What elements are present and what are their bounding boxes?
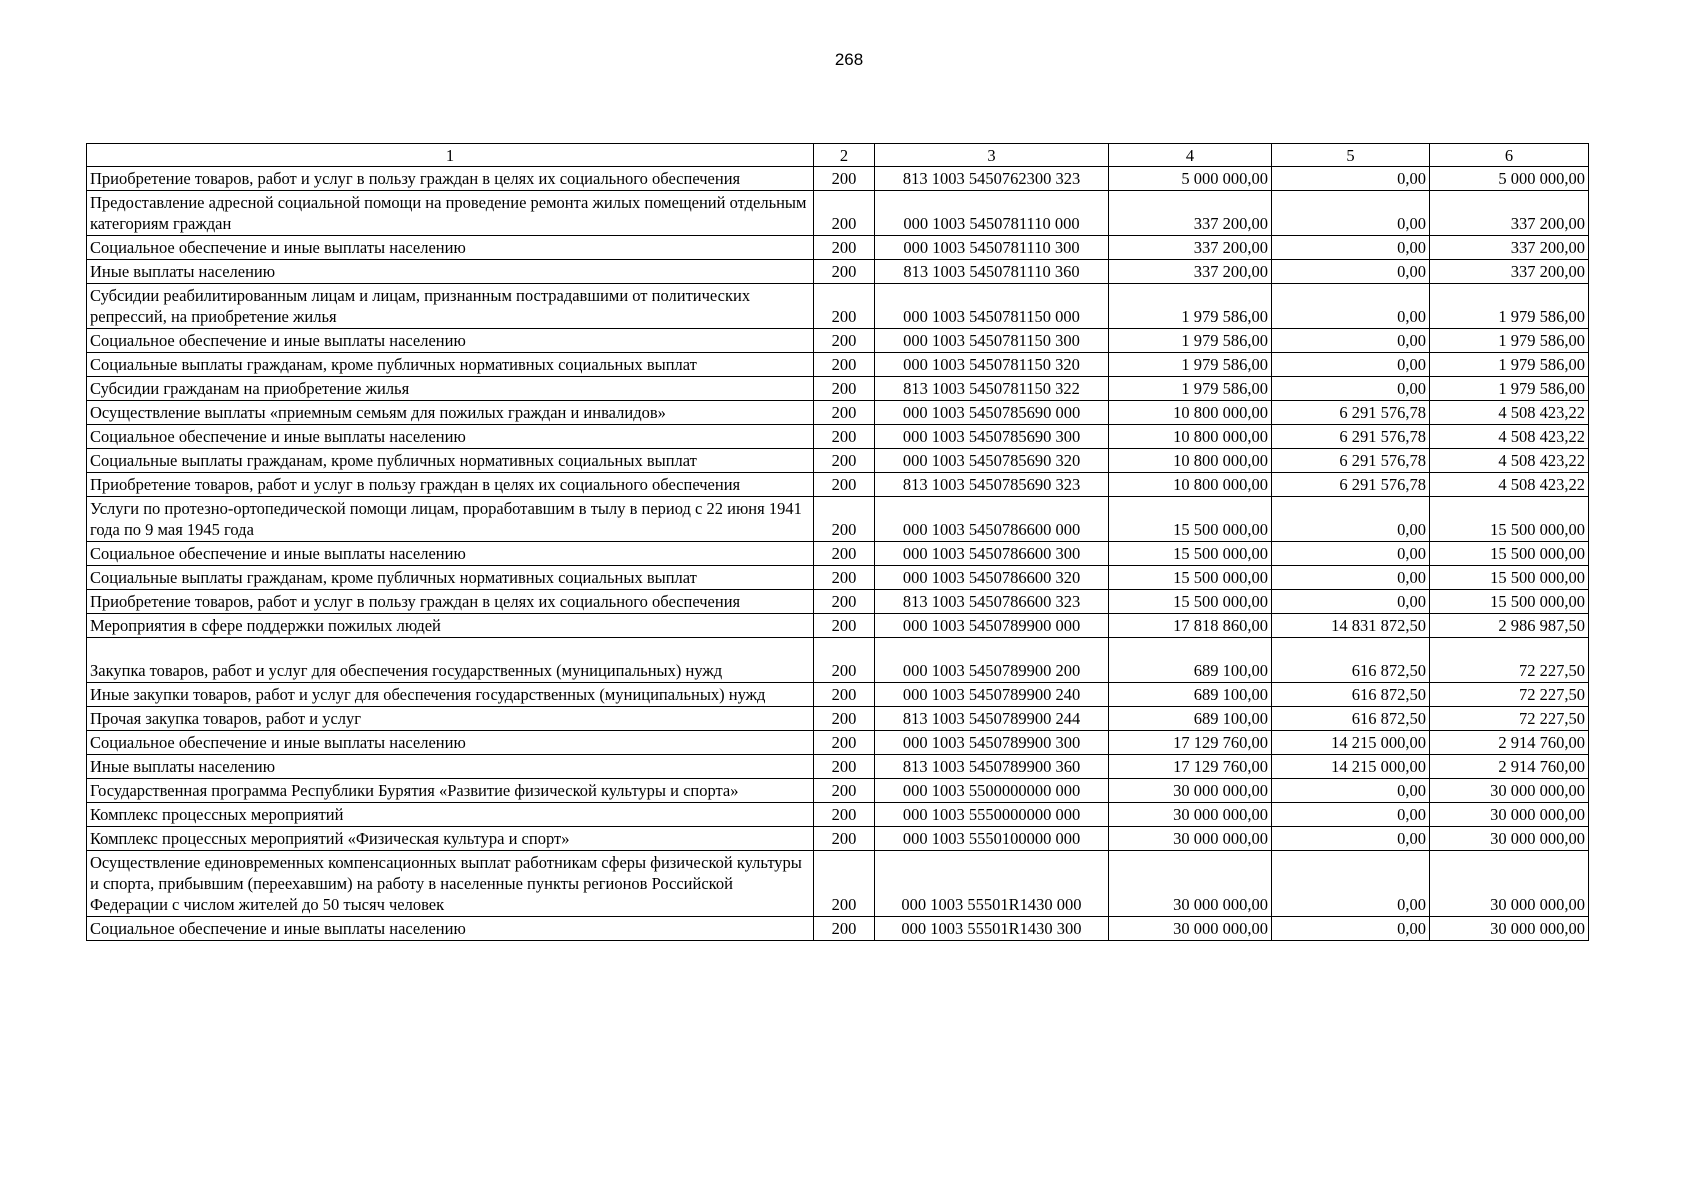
table-row — [87, 473, 1589, 497]
row-approved-amount: 17 129 760,00 — [1109, 731, 1272, 755]
table-row — [87, 851, 1589, 917]
row-remaining-amount: 15 500 000,00 — [1430, 542, 1589, 566]
row-approved-amount: 337 200,00 — [1109, 191, 1272, 236]
row-line-code: 200 — [814, 566, 875, 590]
row-approved-amount: 1 979 586,00 — [1109, 329, 1272, 353]
row-budget-code: 813 1003 5450789900 360 — [875, 755, 1109, 779]
row-line-code: 200 — [814, 497, 875, 542]
row-budget-code: 000 1003 5550000000 000 — [875, 803, 1109, 827]
row-remaining-amount: 2 986 987,50 — [1430, 614, 1589, 638]
row-line-code: 200 — [814, 590, 875, 614]
row-line-code: 200 — [814, 638, 875, 683]
row-executed-amount: 0,00 — [1272, 827, 1430, 851]
row-approved-amount: 15 500 000,00 — [1109, 566, 1272, 590]
row-remaining-amount: 30 000 000,00 — [1430, 803, 1589, 827]
row-remaining-amount: 1 979 586,00 — [1430, 284, 1589, 329]
row-remaining-amount: 2 914 760,00 — [1430, 755, 1589, 779]
row-name: Предоставление адресной социальной помощи на проведение ремонта жилых помещений отдельным категориям граждан — [87, 191, 814, 236]
row-line-code: 200 — [814, 917, 875, 941]
table-row — [87, 353, 1589, 377]
row-name: Социальное обеспечение и иные выплаты населению — [87, 542, 814, 566]
row-approved-amount: 10 800 000,00 — [1109, 473, 1272, 497]
row-remaining-amount: 4 508 423,22 — [1430, 425, 1589, 449]
row-remaining-amount: 1 979 586,00 — [1430, 377, 1589, 401]
row-budget-code: 000 1003 5450781110 000 — [875, 191, 1109, 236]
column-header: 2 — [814, 144, 875, 167]
row-executed-amount: 0,00 — [1272, 566, 1430, 590]
table-row — [87, 566, 1589, 590]
row-line-code: 200 — [814, 803, 875, 827]
row-name: Социальное обеспечение и иные выплаты населению — [87, 425, 814, 449]
row-remaining-amount: 2 914 760,00 — [1430, 731, 1589, 755]
row-line-code: 200 — [814, 353, 875, 377]
row-approved-amount: 30 000 000,00 — [1109, 803, 1272, 827]
row-approved-amount: 1 979 586,00 — [1109, 353, 1272, 377]
row-budget-code: 000 1003 5450786600 000 — [875, 497, 1109, 542]
row-name: Прочая закупка товаров, работ и услуг — [87, 707, 814, 731]
row-budget-code: 000 1003 5550100000 000 — [875, 827, 1109, 851]
row-budget-code: 813 1003 5450786600 323 — [875, 590, 1109, 614]
table-row — [87, 167, 1589, 191]
row-name: Иные выплаты населению — [87, 260, 814, 284]
row-budget-code: 000 1003 5450786600 300 — [875, 542, 1109, 566]
row-name: Услуги по протезно-ортопедической помощи лицам, проработавшим в тылу в период с 22 июня 1941 года по 9 мая 1945 года — [87, 497, 814, 542]
row-line-code: 200 — [814, 827, 875, 851]
row-remaining-amount: 72 227,50 — [1430, 707, 1589, 731]
row-executed-amount: 14 831 872,50 — [1272, 614, 1430, 638]
row-executed-amount: 0,00 — [1272, 167, 1430, 191]
row-name: Комплекс процессных мероприятий «Физическая культура и спорт» — [87, 827, 814, 851]
row-approved-amount: 30 000 000,00 — [1109, 917, 1272, 941]
row-approved-amount: 15 500 000,00 — [1109, 542, 1272, 566]
row-name: Социальные выплаты гражданам, кроме публичных нормативных социальных выплат — [87, 449, 814, 473]
row-approved-amount: 15 500 000,00 — [1109, 590, 1272, 614]
row-line-code: 200 — [814, 167, 875, 191]
table-row — [87, 377, 1589, 401]
row-executed-amount: 14 215 000,00 — [1272, 731, 1430, 755]
row-name: Иные закупки товаров, работ и услуг для обеспечения государственных (муниципальных) нужд — [87, 683, 814, 707]
row-line-code: 200 — [814, 284, 875, 329]
row-name: Комплекс процессных мероприятий — [87, 803, 814, 827]
row-approved-amount: 337 200,00 — [1109, 236, 1272, 260]
row-line-code: 200 — [814, 614, 875, 638]
row-remaining-amount: 72 227,50 — [1430, 683, 1589, 707]
table-row — [87, 542, 1589, 566]
page-number: 268 — [834, 50, 864, 69]
table-row — [87, 260, 1589, 284]
row-executed-amount: 0,00 — [1272, 851, 1430, 917]
row-remaining-amount: 72 227,50 — [1430, 638, 1589, 683]
row-executed-amount: 0,00 — [1272, 542, 1430, 566]
row-executed-amount: 0,00 — [1272, 779, 1430, 803]
table-body — [87, 167, 1589, 941]
row-approved-amount: 10 800 000,00 — [1109, 449, 1272, 473]
table-row — [87, 590, 1589, 614]
table-row — [87, 638, 1589, 683]
table-row — [87, 731, 1589, 755]
row-budget-code: 000 1003 5450789900 240 — [875, 683, 1109, 707]
row-approved-amount: 689 100,00 — [1109, 707, 1272, 731]
row-line-code: 200 — [814, 449, 875, 473]
row-line-code: 200 — [814, 683, 875, 707]
row-remaining-amount: 30 000 000,00 — [1430, 827, 1589, 851]
row-budget-code: 000 1003 5500000000 000 — [875, 779, 1109, 803]
row-name: Закупка товаров, работ и услуг для обеспечения государственных (муниципальных) нужд — [87, 638, 814, 683]
row-approved-amount: 337 200,00 — [1109, 260, 1272, 284]
row-name: Социальное обеспечение и иные выплаты населению — [87, 329, 814, 353]
column-header: 3 — [875, 144, 1109, 167]
row-name: Социальные выплаты гражданам, кроме публичных нормативных социальных выплат — [87, 566, 814, 590]
row-name: Социальное обеспечение и иные выплаты населению — [87, 731, 814, 755]
row-executed-amount: 616 872,50 — [1272, 683, 1430, 707]
row-budget-code: 000 1003 55501R1430 300 — [875, 917, 1109, 941]
row-executed-amount: 0,00 — [1272, 917, 1430, 941]
row-remaining-amount: 5 000 000,00 — [1430, 167, 1589, 191]
row-approved-amount: 15 500 000,00 — [1109, 497, 1272, 542]
row-remaining-amount: 1 979 586,00 — [1430, 329, 1589, 353]
row-budget-code: 813 1003 5450789900 244 — [875, 707, 1109, 731]
row-budget-code: 000 1003 5450781150 320 — [875, 353, 1109, 377]
row-line-code: 200 — [814, 425, 875, 449]
row-remaining-amount: 30 000 000,00 — [1430, 779, 1589, 803]
row-line-code: 200 — [814, 731, 875, 755]
row-budget-code: 813 1003 5450762300 323 — [875, 167, 1109, 191]
row-remaining-amount: 337 200,00 — [1430, 236, 1589, 260]
row-line-code: 200 — [814, 707, 875, 731]
row-name: Государственная программа Республики Бурятия «Развитие физической культуры и спорта» — [87, 779, 814, 803]
row-name: Мероприятия в сфере поддержки пожилых людей — [87, 614, 814, 638]
column-header: 6 — [1430, 144, 1589, 167]
row-approved-amount: 30 000 000,00 — [1109, 779, 1272, 803]
row-executed-amount: 6 291 576,78 — [1272, 473, 1430, 497]
row-executed-amount: 0,00 — [1272, 497, 1430, 542]
row-name: Социальные выплаты гражданам, кроме публичных нормативных социальных выплат — [87, 353, 814, 377]
row-line-code: 200 — [814, 260, 875, 284]
row-approved-amount: 1 979 586,00 — [1109, 284, 1272, 329]
row-executed-amount: 616 872,50 — [1272, 638, 1430, 683]
row-executed-amount: 0,00 — [1272, 260, 1430, 284]
row-name: Субсидии гражданам на приобретение жилья — [87, 377, 814, 401]
row-budget-code: 000 1003 5450785690 300 — [875, 425, 1109, 449]
table-row — [87, 614, 1589, 638]
row-budget-code: 000 1003 5450781110 300 — [875, 236, 1109, 260]
row-executed-amount: 6 291 576,78 — [1272, 425, 1430, 449]
row-name: Субсидии реабилитированным лицам и лицам, признанным пострадавшими от политических репрессий, на приобретение жилья — [87, 284, 814, 329]
row-approved-amount: 5 000 000,00 — [1109, 167, 1272, 191]
table-row — [87, 707, 1589, 731]
row-approved-amount: 17 818 860,00 — [1109, 614, 1272, 638]
row-name: Осуществление выплаты «приемным семьям для пожилых граждан и инвалидов» — [87, 401, 814, 425]
row-budget-code: 000 1003 55501R1430 000 — [875, 851, 1109, 917]
table-row — [87, 191, 1589, 236]
table-row — [87, 401, 1589, 425]
row-line-code: 200 — [814, 473, 875, 497]
table-row — [87, 497, 1589, 542]
row-budget-code: 813 1003 5450785690 323 — [875, 473, 1109, 497]
row-budget-code: 000 1003 5450786600 320 — [875, 566, 1109, 590]
row-executed-amount: 0,00 — [1272, 377, 1430, 401]
table-row — [87, 284, 1589, 329]
row-line-code: 200 — [814, 542, 875, 566]
row-remaining-amount: 30 000 000,00 — [1430, 917, 1589, 941]
table-row — [87, 917, 1589, 941]
row-approved-amount: 689 100,00 — [1109, 683, 1272, 707]
row-budget-code: 000 1003 5450785690 000 — [875, 401, 1109, 425]
row-remaining-amount: 30 000 000,00 — [1430, 851, 1589, 917]
row-line-code: 200 — [814, 401, 875, 425]
row-executed-amount: 0,00 — [1272, 284, 1430, 329]
row-budget-code: 000 1003 5450789900 200 — [875, 638, 1109, 683]
column-header: 4 — [1109, 144, 1272, 167]
row-name: Приобретение товаров, работ и услуг в пользу граждан в целях их социального обеспечения — [87, 590, 814, 614]
table-row — [87, 803, 1589, 827]
row-approved-amount: 10 800 000,00 — [1109, 425, 1272, 449]
row-executed-amount: 0,00 — [1272, 236, 1430, 260]
row-approved-amount: 17 129 760,00 — [1109, 755, 1272, 779]
row-remaining-amount: 15 500 000,00 — [1430, 497, 1589, 542]
row-line-code: 200 — [814, 779, 875, 803]
row-name: Социальное обеспечение и иные выплаты населению — [87, 236, 814, 260]
row-executed-amount: 6 291 576,78 — [1272, 449, 1430, 473]
row-executed-amount: 616 872,50 — [1272, 707, 1430, 731]
row-executed-amount: 0,00 — [1272, 353, 1430, 377]
row-approved-amount: 689 100,00 — [1109, 638, 1272, 683]
table-header-row — [87, 144, 1589, 167]
row-name: Социальное обеспечение и иные выплаты населению — [87, 917, 814, 941]
row-budget-code: 813 1003 5450781150 322 — [875, 377, 1109, 401]
row-executed-amount: 6 291 576,78 — [1272, 401, 1430, 425]
row-line-code: 200 — [814, 329, 875, 353]
row-remaining-amount: 4 508 423,22 — [1430, 473, 1589, 497]
row-remaining-amount: 4 508 423,22 — [1430, 401, 1589, 425]
row-budget-code: 000 1003 5450785690 320 — [875, 449, 1109, 473]
budget-execution-table — [86, 143, 1589, 941]
table-row — [87, 683, 1589, 707]
row-remaining-amount: 15 500 000,00 — [1430, 566, 1589, 590]
row-budget-code: 000 1003 5450789900 300 — [875, 731, 1109, 755]
row-budget-code: 813 1003 5450781110 360 — [875, 260, 1109, 284]
row-name: Приобретение товаров, работ и услуг в пользу граждан в целях их социального обеспечения — [87, 473, 814, 497]
row-remaining-amount: 4 508 423,22 — [1430, 449, 1589, 473]
row-name: Приобретение товаров, работ и услуг в пользу граждан в целях их социального обеспечения — [87, 167, 814, 191]
row-name: Осуществление единовременных компенсационных выплат работникам сферы физической культуры и спорта, прибывшим (переехавшим) на работу в населенные пункты регионов Российской Федерации с числом жителей до 50 тысяч человек — [87, 851, 814, 917]
row-approved-amount: 1 979 586,00 — [1109, 377, 1272, 401]
table-row — [87, 329, 1589, 353]
row-executed-amount: 0,00 — [1272, 590, 1430, 614]
row-line-code: 200 — [814, 191, 875, 236]
row-executed-amount: 14 215 000,00 — [1272, 755, 1430, 779]
row-approved-amount: 10 800 000,00 — [1109, 401, 1272, 425]
row-budget-code: 000 1003 5450789900 000 — [875, 614, 1109, 638]
column-header: 1 — [87, 144, 814, 167]
row-name: Иные выплаты населению — [87, 755, 814, 779]
row-approved-amount: 30 000 000,00 — [1109, 827, 1272, 851]
row-line-code: 200 — [814, 236, 875, 260]
table-row — [87, 779, 1589, 803]
row-remaining-amount: 337 200,00 — [1430, 191, 1589, 236]
row-line-code: 200 — [814, 755, 875, 779]
row-line-code: 200 — [814, 851, 875, 917]
table-row — [87, 449, 1589, 473]
row-remaining-amount: 337 200,00 — [1430, 260, 1589, 284]
row-budget-code: 000 1003 5450781150 300 — [875, 329, 1109, 353]
table-row — [87, 425, 1589, 449]
table-row — [87, 236, 1589, 260]
row-executed-amount: 0,00 — [1272, 803, 1430, 827]
column-header: 5 — [1272, 144, 1430, 167]
row-line-code: 200 — [814, 377, 875, 401]
row-budget-code: 000 1003 5450781150 000 — [875, 284, 1109, 329]
row-approved-amount: 30 000 000,00 — [1109, 851, 1272, 917]
row-remaining-amount: 15 500 000,00 — [1430, 590, 1589, 614]
table-row — [87, 827, 1589, 851]
row-executed-amount: 0,00 — [1272, 329, 1430, 353]
row-executed-amount: 0,00 — [1272, 191, 1430, 236]
table-row — [87, 755, 1589, 779]
row-remaining-amount: 1 979 586,00 — [1430, 353, 1589, 377]
